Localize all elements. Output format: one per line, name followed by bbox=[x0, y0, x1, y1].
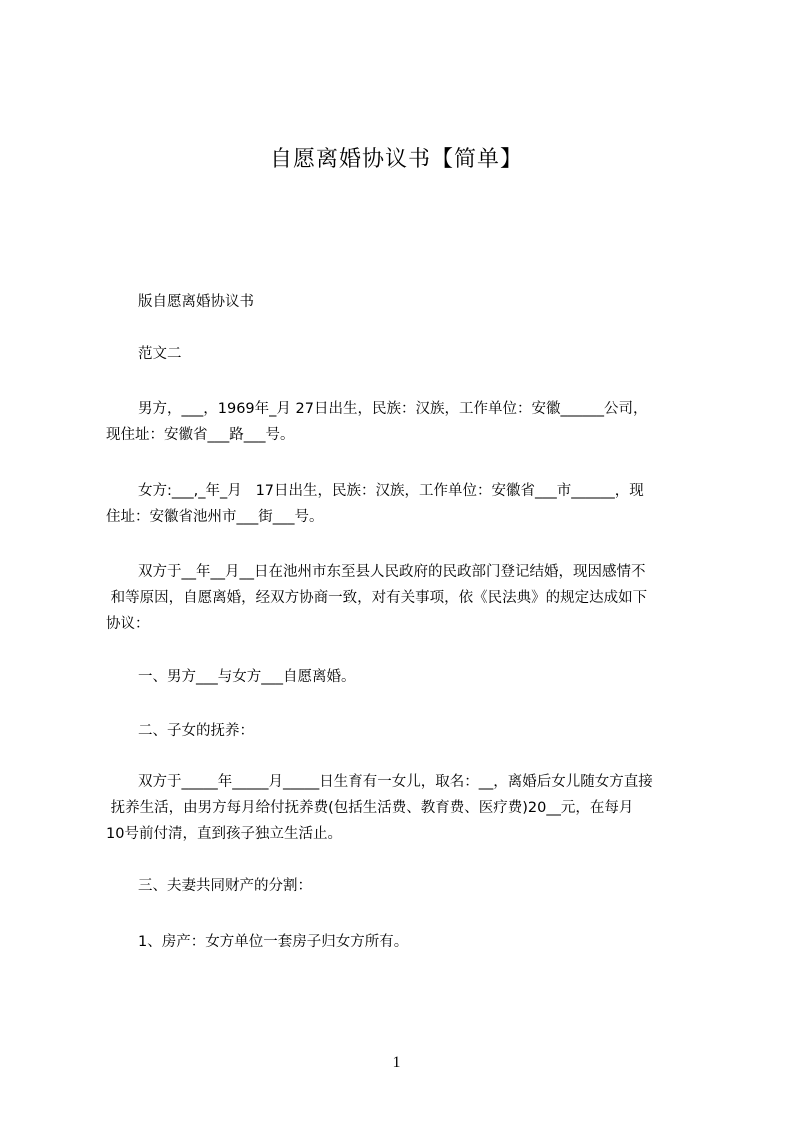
paragraph bbox=[106, 396, 706, 448]
paragraph-line: 1、房产：女方单位一套房子归女方所有。 bbox=[138, 934, 409, 950]
paragraph-line: 范文二 bbox=[138, 346, 182, 362]
paragraph-line: 10号前付清，直到孩子独立生活止。 bbox=[106, 826, 342, 842]
paragraph bbox=[106, 559, 706, 637]
paragraph bbox=[106, 289, 706, 315]
paragraph-line: 协议： bbox=[106, 616, 150, 632]
paragraph-line: 双方于__年__月__日在池州市东至县人民政府的民政部门登记结婚，现因感情不 bbox=[138, 564, 646, 580]
paragraph bbox=[106, 341, 706, 367]
paragraph-line: 和等原因，自愿离婚，经双方协商一致，对有关事项，依《民法典》的规定达成如下 bbox=[106, 590, 648, 606]
paragraph bbox=[106, 478, 706, 530]
paragraph-line: 双方于_____年_____月_____日生育有一女儿，取名：__，离婚后女儿随女方直接 bbox=[138, 774, 653, 790]
paragraph bbox=[106, 664, 706, 690]
paragraph-line: 一、男方___与女方___自愿离婚。 bbox=[138, 669, 356, 685]
document-title: 自愿离婚协议书【简单】 bbox=[269, 147, 523, 172]
paragraph-line: 三、夫妻共同财产的分割： bbox=[138, 878, 312, 894]
paragraph bbox=[106, 769, 706, 847]
paragraph-line: 女方:___,_年_月 17日出生，民族：汉族，工作单位：安徽省___市______，现 bbox=[138, 483, 644, 499]
paragraph-line: 男方，___，1969年_月 27日出生，民族：汉族，工作单位：安徽______公司， bbox=[138, 401, 648, 417]
page-number: 1 bbox=[392, 1054, 401, 1071]
paragraph-line: 现住址：安徽省___路___号。 bbox=[106, 427, 295, 443]
paragraph bbox=[106, 873, 706, 899]
paragraph-line: 版自愿离婚协议书 bbox=[138, 294, 254, 310]
paragraph bbox=[106, 718, 706, 744]
paragraph-line: 住址：安徽省池州市___街___号。 bbox=[106, 509, 324, 525]
paragraph-line: 二、子女的抚养： bbox=[138, 723, 254, 739]
paragraph bbox=[106, 929, 706, 955]
paragraph-line: 抚养生活，由男方每月给付抚养费(包括生活费、教育费、医疗费)20__元，在每月 bbox=[106, 800, 634, 816]
